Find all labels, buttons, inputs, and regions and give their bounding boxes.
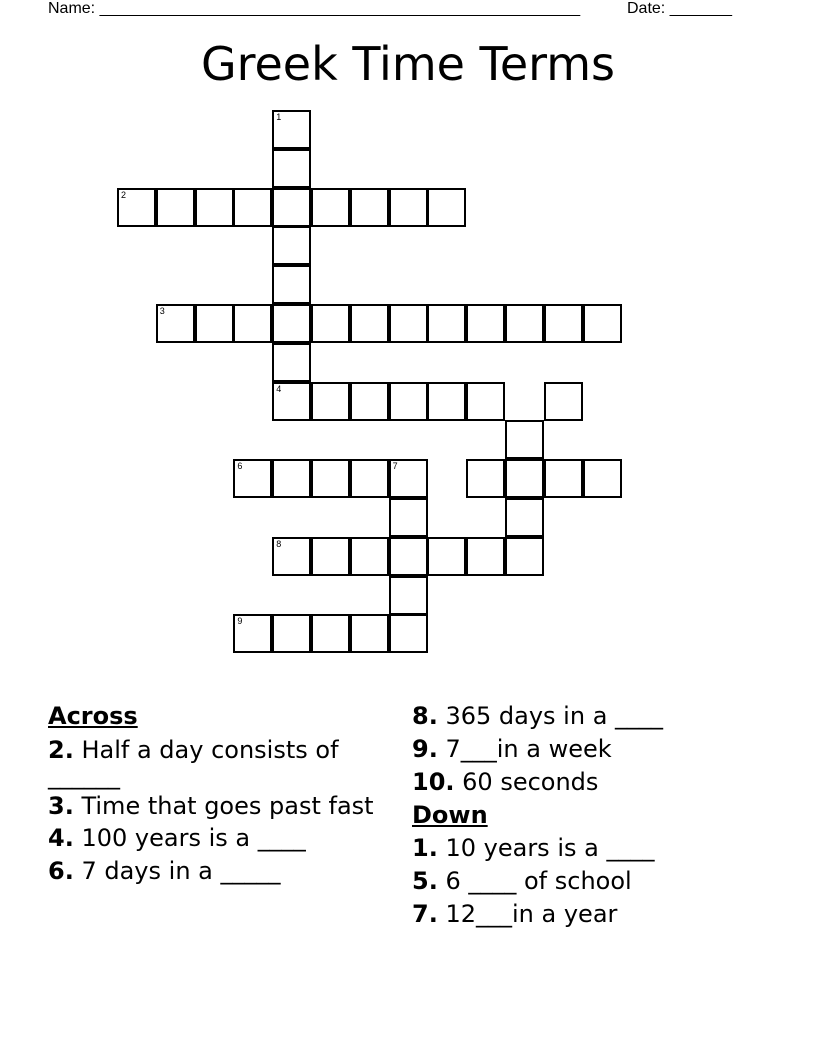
crossword-cell[interactable] [233,188,272,227]
crossword-cell[interactable] [389,188,428,227]
crossword-cell[interactable] [272,382,311,421]
crossword-cell[interactable] [156,188,195,227]
crossword-cell[interactable] [544,459,583,498]
crossword-cell[interactable] [272,343,311,382]
crossword-cell[interactable] [583,459,622,498]
cell-number: 6 [237,461,243,472]
crossword-cell[interactable] [272,149,311,188]
crossword-cell[interactable] [544,304,583,343]
crossword-cell[interactable] [466,459,505,498]
crossword-cell[interactable] [233,614,272,653]
clue-text: 60 seconds [462,768,599,796]
clue-number: 8. [412,702,438,730]
clue-column-left [48,700,378,888]
crossword-cell[interactable] [544,382,583,421]
crossword-cell[interactable] [505,420,544,459]
clue-text: 6 ____ of school [445,867,632,895]
crossword-cell[interactable] [466,537,505,576]
crossword-cell[interactable] [272,110,311,149]
crossword-cell[interactable] [233,459,272,498]
clue-number: 7. [412,900,438,928]
crossword-cell[interactable] [389,382,428,421]
clue-text: Half a day consists of ______ [48,736,339,790]
crossword-cell[interactable] [272,188,311,227]
crossword-cell[interactable] [505,498,544,537]
crossword-cell[interactable] [350,188,389,227]
crossword-cell[interactable] [389,498,428,537]
crossword-cell[interactable] [272,537,311,576]
crossword-cell[interactable] [466,304,505,343]
cell-number: 2 [121,189,127,200]
crossword-cell[interactable] [195,188,234,227]
cell-number: 4 [276,383,282,394]
clue-text: 12___in a year [445,900,618,928]
clue-text: 365 days in a ____ [445,702,664,730]
clue-text: 10 years is a ____ [445,834,655,862]
clue-number: 9. [412,735,438,763]
crossword-cell[interactable] [505,537,544,576]
clue-down-5 [412,865,772,898]
crossword-cell[interactable] [427,188,466,227]
crossword-cell[interactable] [156,304,195,343]
cell-number: 8 [276,538,282,549]
crossword-cell[interactable] [427,304,466,343]
crossword-cell[interactable] [272,614,311,653]
clue-down-1 [412,832,772,865]
crossword-cell[interactable] [583,304,622,343]
clue-across-8 [412,700,772,733]
crossword-cell[interactable] [505,459,544,498]
clue-down-7 [412,898,772,931]
clue-across-4 [48,822,378,855]
clue-across-2 [48,737,378,789]
clue-text: 100 years is a ____ [81,824,306,852]
crossword-cell[interactable] [389,304,428,343]
crossword-cell[interactable] [195,304,234,343]
clue-across-9 [412,733,772,766]
across-heading: Across [48,702,138,730]
crossword-cell[interactable] [389,614,428,653]
crossword-cell[interactable] [350,382,389,421]
crossword-cell[interactable] [272,304,311,343]
crossword-cell[interactable] [311,614,350,653]
crossword-cell[interactable] [427,382,466,421]
clue-text: 7 days in a _____ [81,857,281,885]
cell-number: 3 [159,306,165,316]
crossword-cell[interactable] [350,614,389,653]
clue-column-right [412,700,772,931]
clue-number: 5. [412,867,438,895]
clue-number: 4. [48,824,74,852]
clue-number: 1. [412,834,438,862]
crossword-cell[interactable] [427,537,466,576]
cell-number: 7 [392,461,398,472]
date-field-label: Date: _______ [627,0,732,17]
crossword-cell[interactable] [350,304,389,343]
crossword-cell[interactable] [272,265,311,304]
down-heading: Down [412,801,488,829]
crossword-cell[interactable] [350,459,389,498]
cell-number: 1 [276,112,282,122]
clue-number: 10. [412,768,455,796]
crossword-cell[interactable] [389,537,428,576]
crossword-cell[interactable] [389,576,428,615]
crossword-cell[interactable] [311,537,350,576]
crossword-cell[interactable] [272,226,311,265]
crossword-cell[interactable] [311,459,350,498]
clue-across-6 [48,855,378,888]
clue-text: 7___in a week [445,735,612,763]
name-field-label: Name: ______________________________________________________ [48,0,581,17]
crossword-cell[interactable] [117,188,156,227]
crossword-cell[interactable] [311,188,350,227]
crossword-cell[interactable] [505,304,544,343]
cell-number: 9 [237,616,243,627]
crossword-cell[interactable] [272,459,311,498]
page-title: Greek Time Terms [200,37,616,91]
clue-across-10 [412,766,772,799]
clue-across-3 [48,793,378,819]
crossword-cell[interactable] [466,382,505,421]
clue-number: 6. [48,857,74,885]
clue-number: 3. [48,792,74,820]
clue-text: Time that goes past fast [81,792,374,820]
crossword-cell[interactable] [233,304,272,343]
crossword-cell[interactable] [350,537,389,576]
crossword-cell[interactable] [311,382,350,421]
clue-number: 2. [48,736,74,764]
crossword-cell[interactable] [389,459,428,498]
crossword-cell[interactable] [311,304,350,343]
